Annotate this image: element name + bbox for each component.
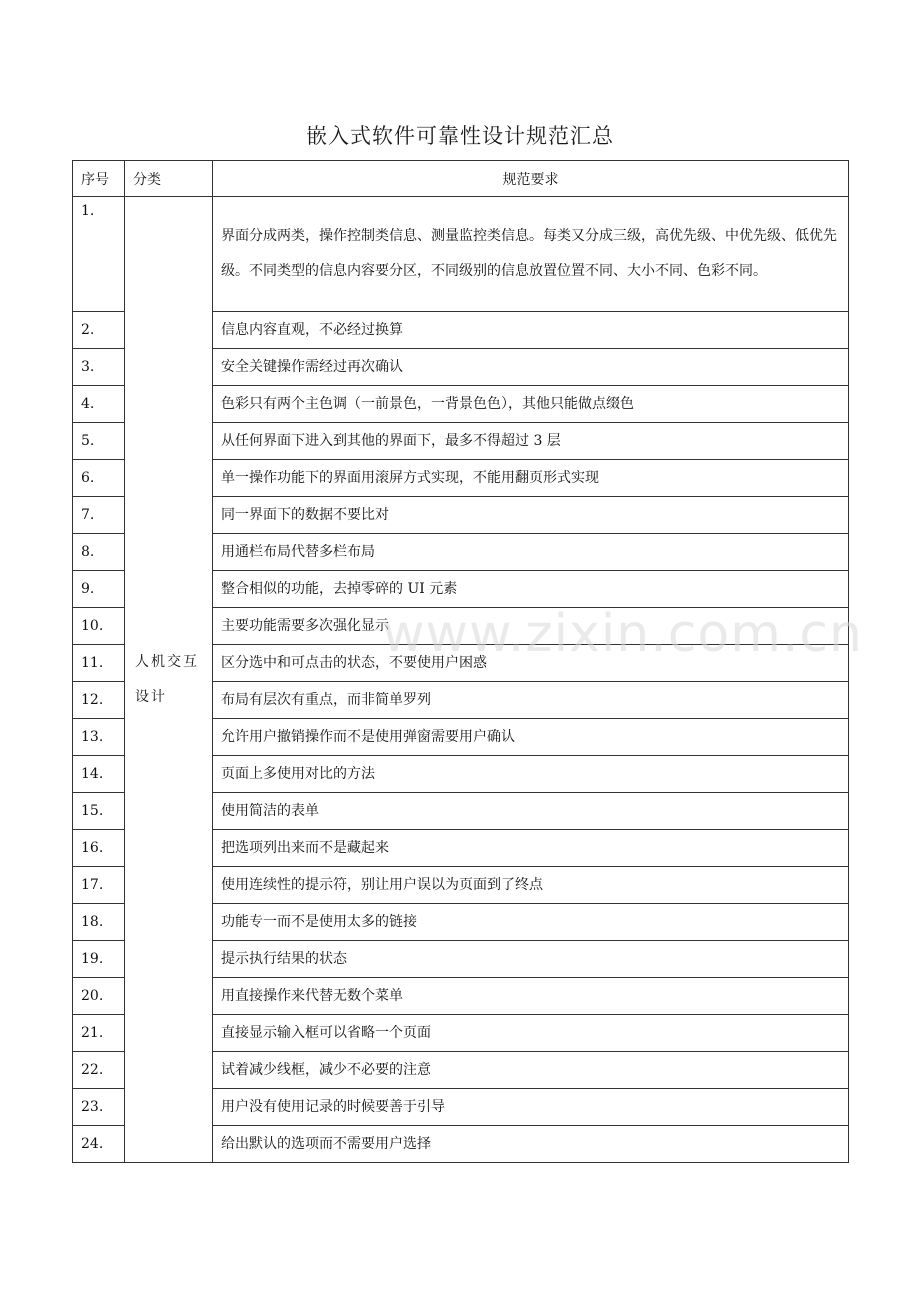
row-requirement: 整合相似的功能，去掉零碎的 UI 元素	[213, 571, 849, 608]
row-requirement: 信息内容直观，不必经过换算	[213, 312, 849, 349]
row-number: 21.	[73, 1015, 125, 1052]
row-number: 7.	[73, 497, 125, 534]
spec-table	[72, 160, 849, 1163]
row-requirement: 直接显示输入框可以省略一个页面	[213, 1015, 849, 1052]
header-requirement: 规范要求	[213, 161, 849, 197]
row-number: 4.	[73, 386, 125, 423]
header-category: 分类	[125, 161, 213, 197]
row-requirement: 用户没有使用记录的时候要善于引导	[213, 1089, 849, 1126]
row-number: 1.	[73, 197, 125, 312]
table-row	[73, 197, 849, 312]
row-requirement: 把选项列出来而不是藏起来	[213, 830, 849, 867]
row-requirement: 色彩只有两个主色调（一前景色，一背景色色），其他只能做点缀色	[213, 386, 849, 423]
row-requirement: 安全关键操作需经过再次确认	[213, 349, 849, 386]
row-requirement: 同一界面下的数据不要比对	[213, 497, 849, 534]
row-number: 3.	[73, 349, 125, 386]
row-requirement: 用通栏布局代替多栏布局	[213, 534, 849, 571]
header-no: 序号	[73, 161, 125, 197]
row-requirement: 提示执行结果的状态	[213, 941, 849, 978]
row-requirement: 主要功能需要多次强化显示	[213, 608, 849, 645]
row-number: 16.	[73, 830, 125, 867]
row-requirement: 单一操作功能下的界面用滚屏方式实现，不能用翻页形式实现	[213, 460, 849, 497]
row-number: 12.	[73, 682, 125, 719]
row-requirement: 从任何界面下进入到其他的界面下，最多不得超过 3 层	[213, 423, 849, 460]
row-requirement: 界面分成两类，操作控制类信息、测量监控类信息。每类又分成三级，高优先级、中优先级、低优先级。不同类型的信息内容要分区，不同级别的信息放置位置不同、大小不同、色彩不同。	[213, 197, 849, 312]
row-number: 17.	[73, 867, 125, 904]
row-number: 20.	[73, 978, 125, 1015]
row-number: 9.	[73, 571, 125, 608]
row-number: 2.	[73, 312, 125, 349]
row-number: 15.	[73, 793, 125, 830]
row-number: 10.	[73, 608, 125, 645]
row-number: 18.	[73, 904, 125, 941]
row-requirement: 功能专一而不是使用太多的链接	[213, 904, 849, 941]
row-requirement: 使用简洁的表单	[213, 793, 849, 830]
row-requirement: 区分选中和可点击的状态，不要使用户困惑	[213, 645, 849, 682]
row-number: 8.	[73, 534, 125, 571]
row-number: 5.	[73, 423, 125, 460]
row-number: 22.	[73, 1052, 125, 1089]
row-requirement: 用直接操作来代替无数个菜单	[213, 978, 849, 1015]
row-number: 6.	[73, 460, 125, 497]
row-requirement: 页面上多使用对比的方法	[213, 756, 849, 793]
row-requirement: 允许用户撤销操作而不是使用弹窗需要用户确认	[213, 719, 849, 756]
row-number: 23.	[73, 1089, 125, 1126]
row-number: 19.	[73, 941, 125, 978]
row-number: 24.	[73, 1126, 125, 1163]
page-title: 嵌入式软件可靠性设计规范汇总	[306, 124, 614, 148]
row-number: 11.	[73, 645, 125, 682]
row-requirement: 布局有层次有重点，而非简单罗列	[213, 682, 849, 719]
row-requirement: 给出默认的选项而不需要用户选择	[213, 1126, 849, 1163]
row-number: 13.	[73, 719, 125, 756]
row-requirement: 试着减少线框，减少不必要的注意	[213, 1052, 849, 1089]
table-header-row	[73, 161, 849, 197]
watermark: www.zixin.com.cn	[382, 604, 863, 664]
row-number: 14.	[73, 756, 125, 793]
category-cell: 人机交互设计	[125, 197, 213, 1163]
row-requirement: 使用连续性的提示符，别让用户误以为页面到了终点	[213, 867, 849, 904]
